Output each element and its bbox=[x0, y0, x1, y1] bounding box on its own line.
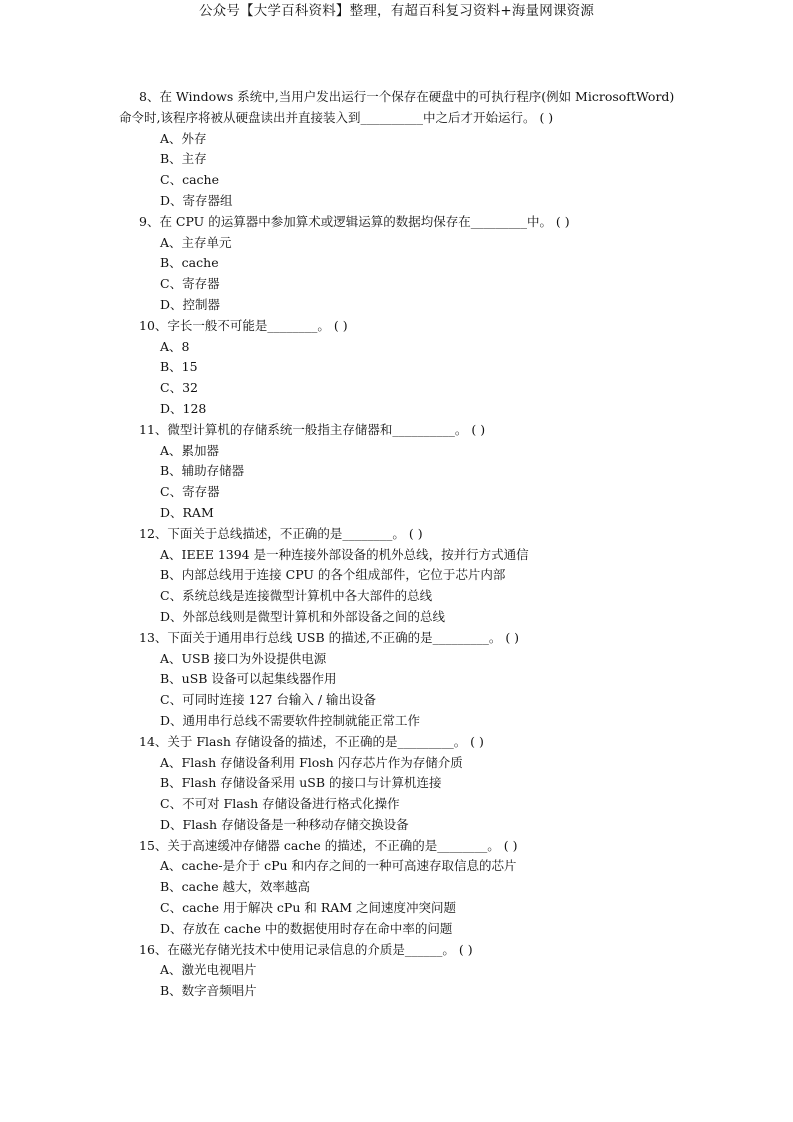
option-c: C、cache 用于解决 cPu 和 RAM 之间速度冲突问题 bbox=[160, 900, 457, 916]
option-b: B、主存 bbox=[160, 151, 207, 167]
question-10 bbox=[0, 316, 793, 420]
option-c: C、不可对 Flash 存储设备进行格式化操作 bbox=[160, 796, 400, 812]
option-b: B、内部总线用于连接 CPU 的各个组成部件，它位于芯片内部 bbox=[160, 567, 506, 583]
option-b: B、Flash 存储设备采用 uSB 的接口与计算机连接 bbox=[160, 775, 442, 791]
question-text: 11、微型计算机的存储系统一般指主存储器和__________。 ( ) bbox=[139, 421, 486, 437]
question-16 bbox=[0, 940, 793, 1002]
option-a: A、激光电视唱片 bbox=[160, 962, 257, 978]
question-text: 12、下面关于总线描述，不正确的是________。 ( ) bbox=[139, 525, 423, 541]
question-15 bbox=[0, 836, 793, 940]
option-b: B、15 bbox=[160, 359, 198, 375]
question-8 bbox=[0, 87, 793, 212]
question-text: 9、在 CPU 的运算器中参加算术或逻辑运算的数据均保存在_________中。 ( ) bbox=[139, 213, 570, 229]
option-b: B、cache 越大，效率越高 bbox=[160, 879, 311, 895]
option-b: B、uSB 设备可以起集线器作用 bbox=[160, 671, 337, 687]
option-c: C、系统总线是连接微型计算机中各大部件的总线 bbox=[160, 588, 433, 604]
option-d: D、通用串行总线不需要软件控制就能正常工作 bbox=[160, 712, 421, 728]
option-a: A、cache-是介于 cPu 和内存之间的一种可高速存取信息的芯片 bbox=[160, 858, 517, 874]
question-text: 14、关于 Flash 存储设备的描述，不正确的是_________。 ( ) bbox=[139, 733, 484, 749]
option-d: D、Flash 存储设备是一种移动存储交换设备 bbox=[160, 816, 409, 832]
option-a: A、USB 接口为外设提供电源 bbox=[160, 650, 327, 666]
option-b: B、cache bbox=[160, 255, 219, 271]
question-text: 10、字长一般不可能是________。 ( ) bbox=[139, 317, 348, 333]
question-list bbox=[0, 87, 793, 1002]
option-d: D、寄存器组 bbox=[160, 192, 233, 208]
option-c: C、寄存器 bbox=[160, 484, 220, 500]
question-text: 15、关于高速缓冲存储器 cache 的描述，不正确的是________。 ( ) bbox=[139, 837, 518, 853]
question-9 bbox=[0, 212, 793, 316]
option-b: B、数字音频唱片 bbox=[160, 983, 257, 999]
option-a: A、外存 bbox=[160, 130, 207, 146]
option-a: A、累加器 bbox=[160, 442, 220, 458]
option-a: A、主存单元 bbox=[160, 234, 232, 250]
option-d: D、控制器 bbox=[160, 296, 221, 312]
option-b: B、辅助存储器 bbox=[160, 463, 245, 479]
question-13 bbox=[0, 628, 793, 732]
question-12 bbox=[0, 524, 793, 628]
question-text: 8、在 Windows 系统中,当用户发出运行一个保存在硬盘中的可执行程序(例如 MicrosoftWord) bbox=[139, 89, 675, 104]
question-14 bbox=[0, 732, 793, 836]
option-a: A、8 bbox=[160, 338, 190, 354]
option-d: D、RAM bbox=[160, 504, 214, 520]
option-d: D、外部总线则是微型计算机和外部设备之间的总线 bbox=[160, 608, 446, 624]
option-c: C、寄存器 bbox=[160, 276, 220, 292]
option-d: D、存放在 cache 中的数据使用时存在命中率的问题 bbox=[160, 920, 453, 936]
option-a: A、Flash 存储设备利用 Flosh 闪存芯片作为存储介质 bbox=[160, 754, 463, 770]
question-text: 16、在磁光存储光技术中使用记录信息的介质是______。 ( ) bbox=[139, 941, 473, 957]
page-header: 公众号【大学百科资料】整理，有超百科复习资料+海量网课资源 bbox=[198, 3, 595, 19]
option-c: C、32 bbox=[160, 380, 198, 396]
option-d: D、128 bbox=[160, 400, 207, 416]
question-text-continued: 命令时,该程序将被从硬盘读出并直接装入到__________中之后才开始运行。 ( ) bbox=[119, 109, 554, 125]
option-a: A、IEEE 1394 是一种连接外部设备的机外总线，按并行方式通信 bbox=[160, 546, 529, 562]
question-text: 13、下面关于通用串行总线 USB 的描述,不正确的是_________。 ( ) bbox=[139, 629, 520, 645]
option-c: C、cache bbox=[160, 172, 219, 188]
option-c: C、可同时连接 127 台输入 / 输出设备 bbox=[160, 692, 377, 708]
question-11 bbox=[0, 420, 793, 524]
